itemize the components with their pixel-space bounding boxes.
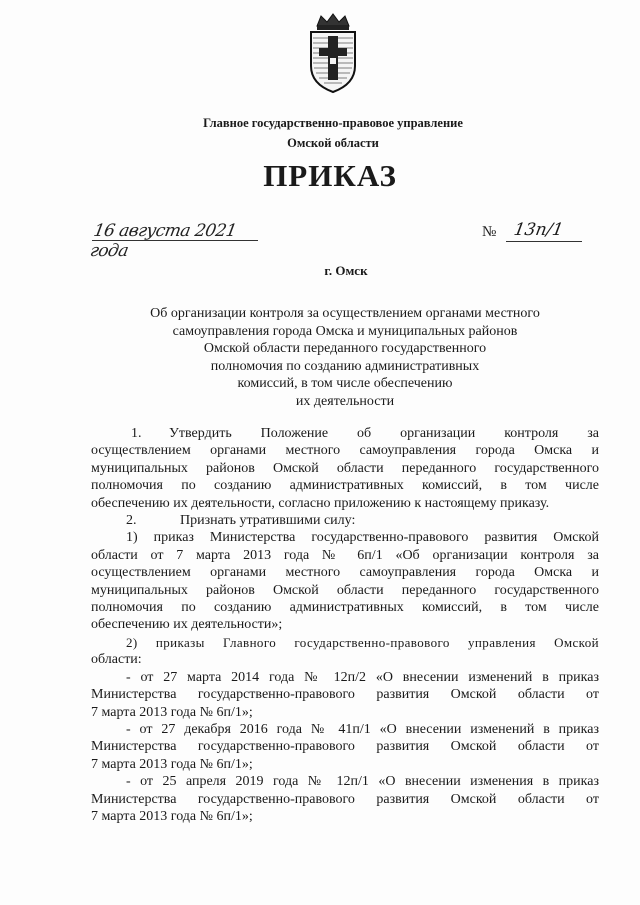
subitem-1-line: 1) приказ Министерства государственно-правового развития Омской xyxy=(126,530,599,546)
dash-item-1-line: Министерства государственно-правового развития Омской области от xyxy=(91,687,599,703)
subject-line: комиссий, в том числе обеспечению xyxy=(237,376,453,392)
dash-item-1-line: 7 марта 2013 года № 6п/1»; xyxy=(91,704,253,720)
paragraph-number: 2. xyxy=(126,513,137,529)
subitem-1-line: области от 7 марта 2013 года № 6п/1 «Об организации контроля за xyxy=(91,547,599,563)
document-number xyxy=(482,222,592,244)
dash-item-1-line: - от 27 марта 2014 года № 12п/2 «О внесении изменений в приказ xyxy=(126,669,599,685)
paragraph-1-line: муниципальных районов Омской области переданного государственного xyxy=(91,460,599,476)
handwritten-date: 16 августа 2021 года xyxy=(88,221,238,261)
org-name-line1: Главное государственно-правовое управление xyxy=(203,116,463,130)
handwritten-number: 13п/1 xyxy=(512,220,565,240)
dash-item-2-line: - от 27 декабря 2016 года № 41п/1 «О внесении изменений в приказ xyxy=(126,721,599,737)
subitem-1-line: обеспечению их деятельности»; xyxy=(91,617,283,633)
paragraph-1-line: обеспечению их деятельности, согласно приложению к настоящему приказу. xyxy=(91,495,550,511)
date-underline xyxy=(92,240,258,241)
document-body xyxy=(91,425,599,825)
org-name-line2: Омской области xyxy=(287,136,379,150)
paragraph-1-line: осуществлением органами местного самоуправления города Омска и xyxy=(91,443,599,459)
subitem-1-line: муниципальных районов Омской области переданного государственного xyxy=(91,582,599,598)
dash-item-3-line: Министерства государственно-правового развития Омской области от xyxy=(91,791,599,807)
dash-item-3-line: - от 25 апреля 2019 года № 12п/1 «О внесении изменения в приказ xyxy=(126,774,599,790)
subitem-1-line: полномочия по созданию административных комиссий, в том числе xyxy=(91,600,599,616)
dash-item-3-line: 7 марта 2013 года № 6п/1»; xyxy=(91,808,253,824)
paragraph-1-line: полномочия по созданию административных комиссий, в том числе xyxy=(91,478,599,494)
subject-line: самоуправления города Омска и муниципальных районов xyxy=(172,323,518,339)
paragraph-1-line: 1. Утвердить Положение об организации контроля за xyxy=(131,426,599,441)
city-label: г. Омск xyxy=(324,263,368,278)
subject-line: Омской области переданного государственного xyxy=(203,341,487,357)
subject-line: Об организации контроля за осуществлением органами местного xyxy=(150,306,540,321)
subject-line: их деятельности xyxy=(295,393,395,409)
document-title: ПРИКАЗ xyxy=(263,158,397,193)
number-sign: № xyxy=(482,224,497,240)
document-date xyxy=(88,221,262,261)
subject-line: полномочия по созданию административных xyxy=(210,358,480,374)
organization-header xyxy=(0,113,640,153)
subitem-1-line: осуществлением органами местного самоуправления города Омска и xyxy=(91,565,599,581)
paragraph-number: 1. xyxy=(131,426,142,441)
dash-item-2-line: Министерства государственно-правового развития Омской области от xyxy=(91,739,599,755)
subitem-2-line: 2) приказы Главного государственно-правового управления Омской xyxy=(126,634,599,650)
document-subject xyxy=(120,305,570,411)
paragraph-2-line: 2. Признать утратившими силу: xyxy=(126,513,356,529)
number-underline xyxy=(506,241,582,242)
dash-item-2-line: 7 марта 2013 года № 6п/1»; xyxy=(91,756,253,772)
omsk-coat-of-arms-icon xyxy=(305,12,361,94)
subitem-2-line: области: xyxy=(91,652,142,668)
